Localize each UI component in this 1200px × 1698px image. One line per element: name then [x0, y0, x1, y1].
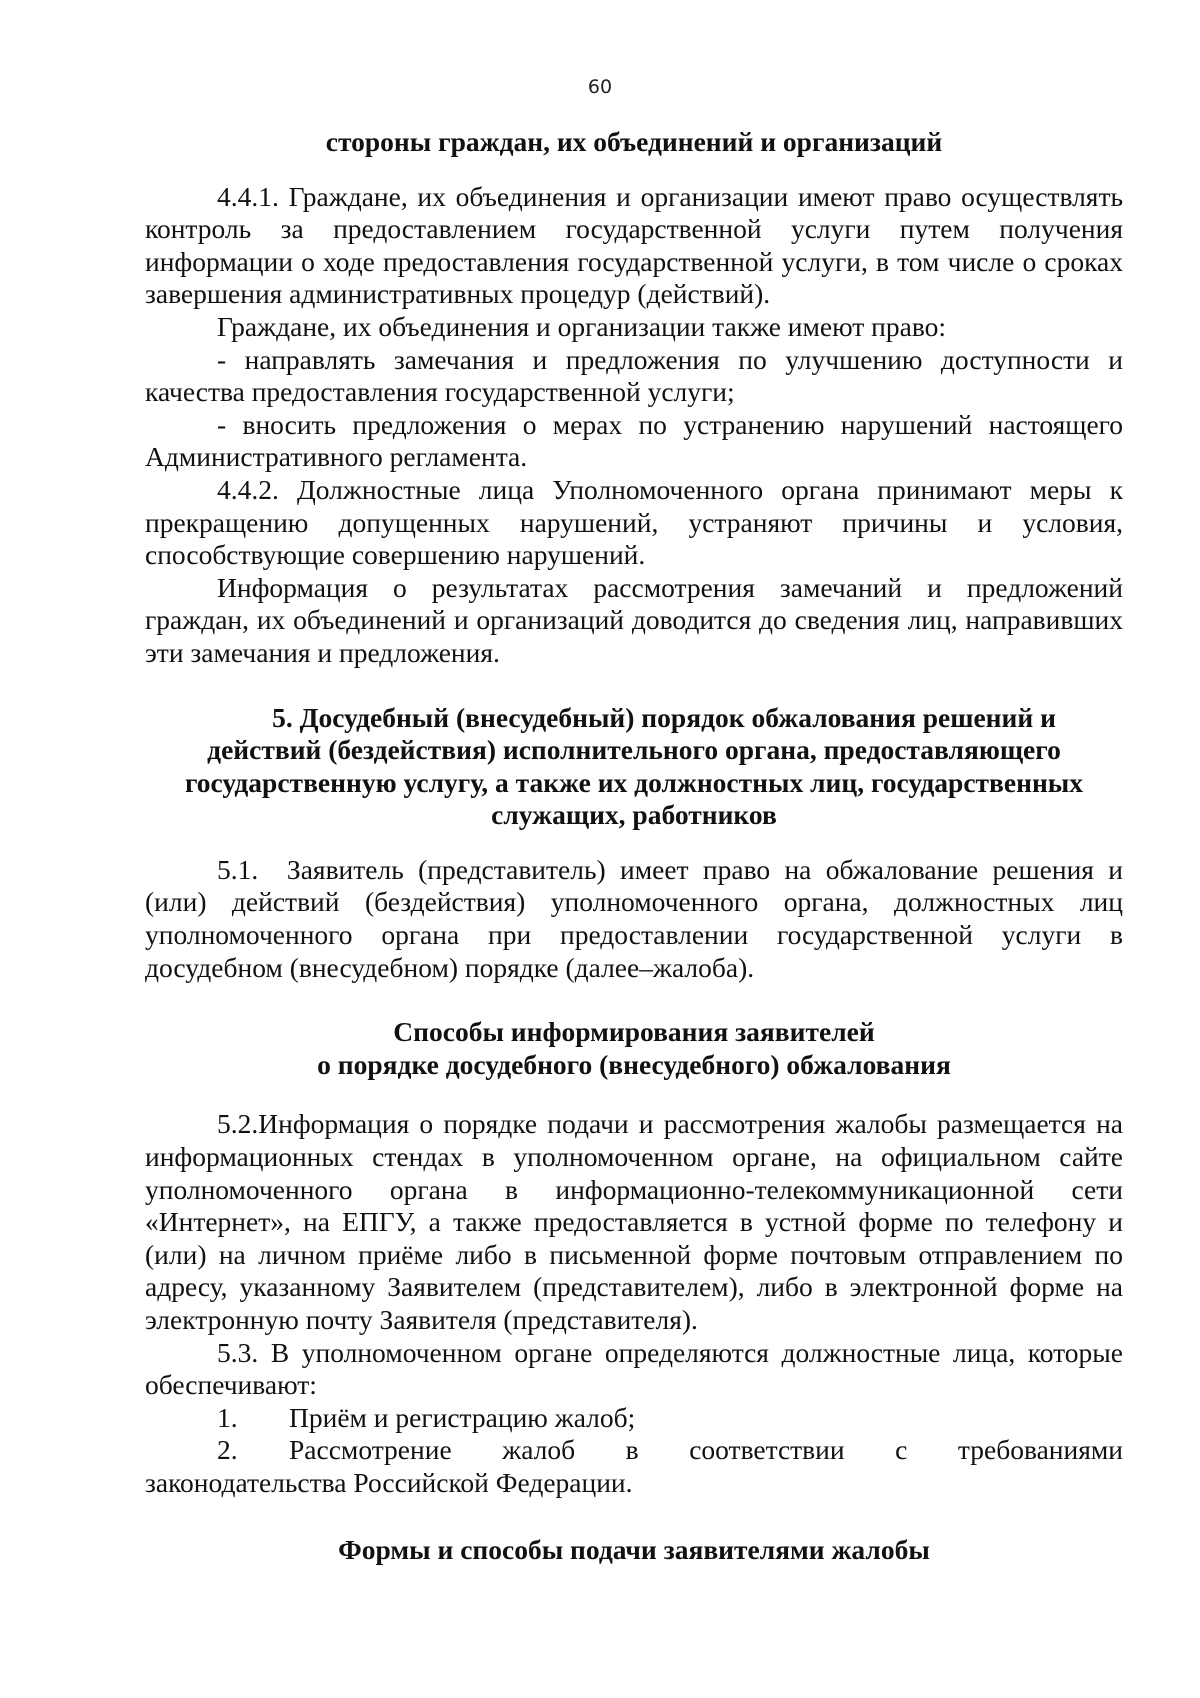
page-number: 60: [587, 76, 613, 98]
list-item-number: 1.: [217, 1401, 238, 1433]
paragraph-5-2: 5.2.Информация о порядке подачи и рассмотрения жалобы размещается на информационных стендах в уполномоченном органе, на официальном сайте уполномоченного органа в информационно-телекоммуникационной сети «Интернет», на ЕПГУ, а также предоставляется в устной форме по телефону и (или) на личном приёме либо в письменной форме почтовым отправлением по адресу, указанному Заявителем (представителем), либо в электронной форме на электронную почту Заявителя (представителя).: [145, 1108, 1123, 1335]
paragraph-rights-intro: Граждане, их объединения и организации также имеют право:: [217, 310, 947, 342]
paragraph-rights-proposals: - вносить предложения о мерах по устранению нарушений настоящего Административного регламента.: [145, 408, 1123, 473]
list-item-text: Приём и регистрацию жалоб;: [289, 1401, 636, 1433]
section-5-heading-line: действий (бездействия) исполнительного органа, предоставляющего: [207, 734, 1061, 766]
subsection-info-heading-line: о порядке досудебного (внесудебного) обжалования: [317, 1048, 951, 1080]
subsection-forms-heading: Формы и способы подачи заявителями жалобы: [338, 1533, 930, 1565]
section-5-heading: [145, 702, 1123, 832]
subsection-info-heading: [145, 1016, 1123, 1081]
paragraph-results-info: Информация о результатах рассмотрения замечаний и предложений граждан, их объединений и организаций доводится до сведения лиц, направивших эти замечания и предложения.: [145, 571, 1123, 668]
section-5-heading-line: государственную услугу, а также их должностных лиц, государственных: [184, 766, 1084, 798]
section-5-heading-line: служащих, работников: [491, 799, 777, 831]
list-item-number: 2.: [217, 1434, 238, 1466]
list-item-text-continued: законодательства Российской Федерации.: [145, 1466, 633, 1498]
continued-heading: стороны граждан, их объединений и организаций: [325, 126, 943, 157]
section-5-heading-line: 5. Досудебный (внесудебный) порядок обжалования решений и: [272, 701, 1056, 733]
paragraph-4-4-1: 4.4.1. Граждане, их объединения и организации имеют право осуществлять контроль за предоставлением государственной услуги путем получения информации о ходе предоставления государственной услуги, в том числе о сроках завершения административных процедур (действий).: [145, 180, 1123, 310]
paragraph-5-1: 5.1. Заявитель (представитель) имеет право на обжалование решения и (или) действий (бездействия) уполномоченного органа, должностных лиц уполномоченного органа при предоставлении государственной услуги в досудебном (внесудебном) порядке (далее–жалоба).: [145, 853, 1130, 983]
paragraph-rights-remarks: - направлять замечания и предложения по улучшению доступности и качества предоставления государственной услуги;: [145, 343, 1123, 408]
document-body: [145, 126, 1130, 1566]
paragraph-4-4-2: 4.4.2. Должностные лица Уполномоченного органа принимают меры к прекращению допущенных нарушений, устраняют причины и условия, способствующие совершению нарушений.: [145, 473, 1123, 571]
list-item-text: Рассмотрение жалоб в соответствии с требованиями: [289, 1434, 1123, 1466]
paragraph-5-3: 5.3. В уполномоченном органе определяются должностные лица, которые обеспечивают:: [145, 1336, 1123, 1401]
list-item: [145, 1434, 1123, 1499]
list-item: [145, 1402, 1123, 1435]
subsection-info-heading-line: Способы информирования заявителей: [393, 1016, 875, 1048]
